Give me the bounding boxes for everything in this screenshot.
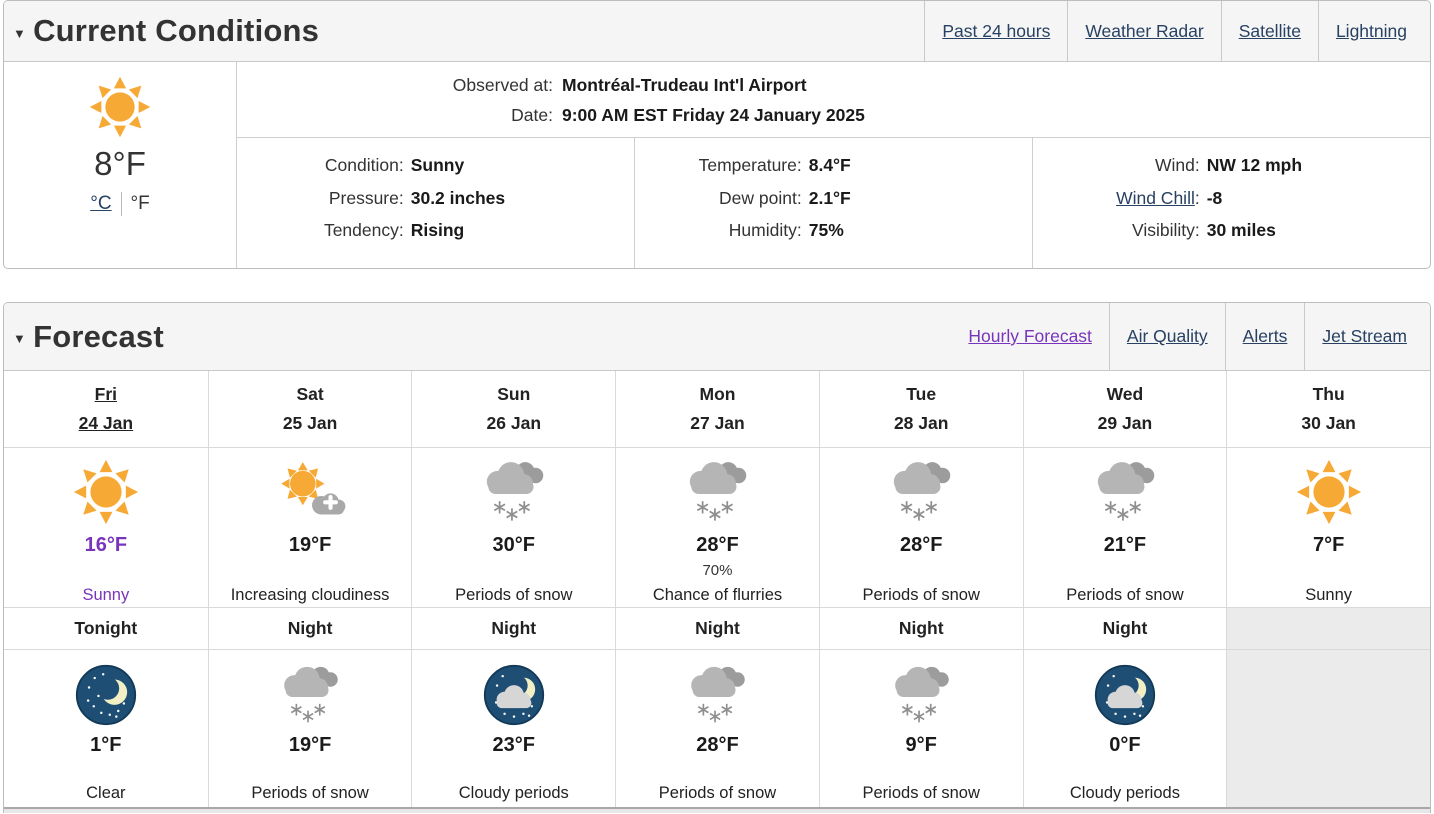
day-forecast-fri[interactable] [4,447,208,607]
date-label: Date [511,105,549,125]
conditions-column-1 [237,138,634,268]
forecast-header [4,303,1430,371]
header-link-weather-radar[interactable]: Weather Radar [1067,1,1220,61]
cloudy-night-icon [482,663,546,727]
header-link-lightning[interactable]: Lightning [1318,1,1424,61]
fahrenheit-label: °F [130,193,150,214]
day-date: 26 Jan [486,413,542,433]
detail-row-wind [1033,149,1430,182]
current-conditions-header [4,1,1430,62]
detail-label-dew-point: Dew point: [719,187,802,208]
day-icon-area [209,448,412,532]
day-forecast-thu [1226,447,1430,607]
observation-info [237,62,1430,138]
header-link-alerts[interactable]: Alerts [1225,303,1305,370]
day-forecast-wed [1023,447,1227,607]
detail-label-visibility: Visibility: [1131,220,1200,240]
night-forecast-2 [411,649,615,807]
detail-value-tendency: Rising [410,220,465,240]
detail-value-visibility: 30 miles [1206,220,1276,240]
periods-of-snow-icon [1086,456,1164,528]
forecast-table [4,371,1430,813]
day-condition: Periods of snow [455,586,573,604]
detail-row-tendency [237,214,634,247]
current-conditions-nav [924,1,1430,61]
current-conditions-title [4,1,319,61]
periods-of-snow-icon [680,661,754,729]
night-icon-area [209,650,412,730]
night-icon-area [1024,650,1227,730]
detail-value-temperature: 8.4°F [808,155,851,175]
clear-night-icon [74,663,138,727]
periods-of-snow-icon [475,456,553,528]
current-conditions-section [3,0,1431,269]
day-temperature: 28°F [696,534,739,556]
day-header-sat [208,371,412,447]
night-temperature: 23°F [492,734,536,756]
precip-probability: 70% [702,562,733,579]
night-temperature: 1°F [90,734,122,756]
day-name: Thu [1312,384,1345,404]
day-header-fri[interactable] [4,371,208,447]
detail-value-dew-point: 2.1°F [808,187,851,208]
day-icon-area [4,448,208,532]
periods-of-snow-icon [678,456,756,528]
detail-label-wind-chill: Wind Chill: [1116,187,1200,208]
periods-of-snow-icon [882,456,960,528]
sunny-icon [72,458,140,526]
day-condition: Periods of snow [1066,586,1184,604]
precip-probability [820,558,1023,584]
night-header-tonight-0: Tonight [4,607,208,649]
night-condition: Cloudy periods [458,784,569,802]
day-forecast-mon [615,447,819,607]
cloudy-night-icon [1093,663,1157,727]
detail-row-temperature [635,149,1032,182]
current-conditions-title-text: Current Conditions [33,13,320,48]
next-section-edge [4,807,1430,813]
current-temperature: 8°F [94,145,146,182]
day-name: Sat [296,384,324,404]
precip-probability [209,558,412,584]
date-value: 9:00 AM EST Friday 24 January 2025 [562,105,865,125]
day-temperature: 28°F [899,534,943,556]
night-icon-area [820,650,1023,730]
day-date: 29 Jan [1097,413,1153,433]
detail-value-humidity: 75% [808,220,844,240]
collapse-caret-icon[interactable]: ▼ [13,25,27,41]
detail-row-visibility [1033,214,1430,247]
date-row: Date: 9:00 AM EST Friday 24 January 2025 [237,100,1430,130]
night-icon-area [616,650,819,730]
day-header-thu [1226,371,1430,447]
header-link-past-24-hours[interactable]: Past 24 hours [924,1,1067,61]
current-conditions-summary [4,62,237,268]
increasing-cloudiness-icon [271,458,349,526]
forecast-nav [951,303,1430,370]
header-link-air-quality[interactable]: Air Quality [1109,303,1225,370]
detail-row-dew-point [635,182,1032,215]
night-temperature: 0°F [1109,734,1141,756]
day-header-wed [1023,371,1227,447]
detail-value-wind: NW 12 mph [1206,155,1303,175]
precip-probability [4,558,208,584]
night-icon-area [4,650,208,730]
day-forecast-tue [819,447,1023,607]
night-header-night-1: Night [208,607,412,649]
day-date: 28 Jan [893,413,949,433]
night-forecast-3 [615,649,819,807]
day-icon-area [1227,448,1430,532]
wind-chill-link[interactable]: Wind Chill [1116,187,1195,208]
detail-label-humidity: Humidity: [728,220,802,240]
day-temperature: 19°F [288,534,332,556]
conditions-column-3 [1032,138,1430,268]
day-date: 30 Jan [1301,413,1356,433]
forecast-title-text: Forecast [33,318,164,354]
night-header-night-2: Night [411,607,615,649]
conditions-column-2 [634,138,1032,268]
precip-probability [1024,558,1227,584]
day-header-sun [411,371,615,447]
night-condition: Clear [86,784,126,802]
observed-at-value: Montréal-Trudeau Int'l Airport [562,75,807,95]
day-header-tue [819,371,1023,447]
day-temperature: 21°F [1103,534,1147,556]
night-condition: Periods of snow [862,784,980,802]
day-icon-area [616,448,819,532]
periods-of-snow-icon [884,661,958,729]
detail-label-condition: Condition: [324,155,404,175]
unit-divider [121,192,122,216]
conditions-columns [237,138,1430,268]
night-forecast-4 [819,649,1023,807]
detail-label-wind: Wind: [1155,155,1200,175]
day-temperature: 7°F [1312,534,1345,556]
day-date: 25 Jan [282,413,338,433]
detail-row-condition [237,149,634,182]
detail-row-pressure [237,182,634,215]
day-date: 24 Jan [78,413,134,433]
night-forecast-1 [208,649,412,807]
detail-value-pressure: 30.2 inches [410,187,506,208]
night-condition: Cloudy periods [1069,784,1180,802]
night-temperature: 28°F [696,734,739,756]
day-condition: Periods of snow [862,586,980,604]
current-conditions-details [237,62,1430,268]
day-icon-area [820,448,1023,532]
header-link-hourly-forecast[interactable]: Hourly Forecast [968,326,1092,346]
night-icon-area [412,650,615,730]
day-name: Wed [1106,384,1144,404]
day-icon-area [412,448,615,532]
detail-value-condition: Sunny [410,155,465,175]
sunny-icon [1295,458,1363,526]
detail-value-wind-chill: -8 [1206,187,1223,208]
day-temperature: 16°F [84,534,128,556]
celsius-link[interactable]: °C [90,193,112,214]
day-condition: Sunny [82,586,130,604]
day-condition: Chance of flurries [652,586,783,604]
detail-row-wind-chill [1033,182,1430,215]
detail-label-temperature: Temperature: [698,155,802,175]
current-conditions-body [4,62,1430,268]
sunny-icon [4,75,236,139]
night-header-night-5: Night [1023,607,1227,649]
night-forecast-0 [4,649,208,807]
day-condition: Sunny [1305,586,1353,604]
day-date: 27 Jan [690,413,745,433]
day-name: Mon [699,384,736,404]
day-temperature: 30°F [492,534,536,556]
night-header-empty [1226,607,1430,649]
forecast-section [3,302,1431,813]
periods-of-snow-icon [273,661,347,729]
day-forecast-sat [208,447,412,607]
night-condition: Periods of snow [658,784,777,802]
day-forecast-sun [411,447,615,607]
detail-row-humidity [635,214,1032,247]
observed-at-row: Observed at: Montréal-Trudeau Int'l Airport [237,70,1430,100]
forecast-title [4,303,164,370]
precip-probability [1227,558,1430,584]
day-name: Fri [94,384,118,404]
header-link-jet-stream[interactable]: Jet Stream [1304,303,1424,370]
night-forecast-empty [1226,649,1430,807]
day-icon-area [1024,448,1227,532]
header-link-satellite[interactable]: Satellite [1221,1,1318,61]
unit-toggle [4,192,236,216]
night-temperature: 19°F [288,734,332,756]
night-header-night-3: Night [615,607,819,649]
detail-label-tendency: Tendency: [323,220,404,240]
night-header-night-4: Night [819,607,1023,649]
night-forecast-5 [1023,649,1227,807]
observed-at-label: Observed at [452,75,549,95]
precip-probability [412,558,615,584]
day-condition: Increasing cloudiness [230,586,390,604]
detail-label-pressure: Pressure: [328,187,404,208]
collapse-caret-icon[interactable]: ▼ [13,331,27,346]
day-header-mon [615,371,819,447]
day-name: Tue [906,384,937,404]
night-condition: Periods of snow [251,784,369,802]
day-name: Sun [497,384,531,404]
night-temperature: 9°F [905,734,937,756]
